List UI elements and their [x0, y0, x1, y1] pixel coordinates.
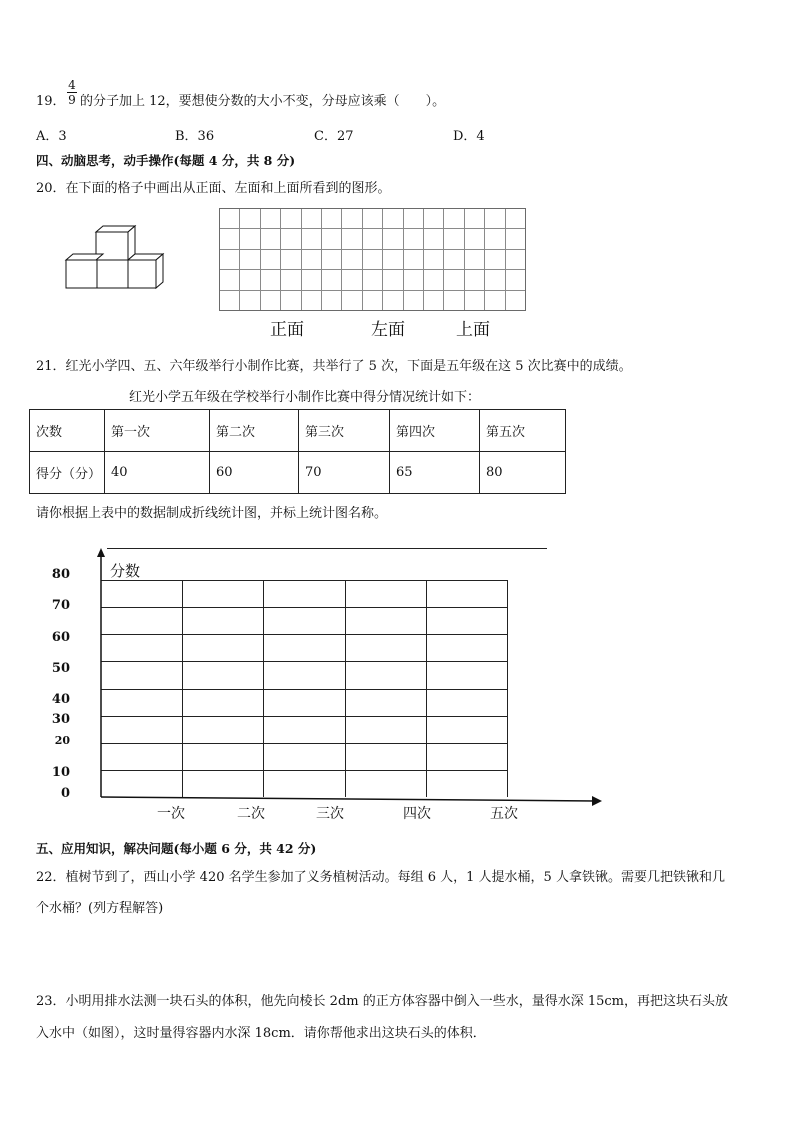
q21-instruction: 请你根据上表中的数据制成折线统计图，并标上统计图名称。: [36, 506, 388, 521]
x-tick-label: 四次: [403, 806, 431, 822]
y-tick-label: 10: [51, 765, 70, 780]
grid-label-front: 正面: [270, 320, 304, 340]
x-axis: [101, 797, 595, 801]
q22-line2: 个水桶？(列方程解答): [36, 901, 164, 916]
score-table: [29, 409, 566, 494]
q19-option-b[interactable]: B．36: [175, 129, 215, 144]
q19-option-d[interactable]: D．4: [453, 129, 485, 144]
table-row: [30, 410, 566, 452]
table-cell: 第五次: [480, 410, 566, 452]
table-cell: 60: [210, 452, 299, 494]
table-cell: 第四次: [390, 410, 480, 452]
table-cell: 65: [390, 452, 480, 494]
line-chart[interactable]: [95, 545, 607, 807]
table-cell: 40: [105, 452, 210, 494]
table-cell: 80: [480, 452, 566, 494]
table-cell: 得分（分）: [30, 452, 105, 494]
q19-number: 19．: [36, 94, 66, 109]
section-4-title: 四、动脑思考，动手操作(每题 4 分，共 8 分): [36, 153, 296, 168]
q19-option-a[interactable]: A．3: [36, 129, 67, 144]
y-tick-label: 40: [51, 692, 70, 707]
grid-label-left: 左面: [371, 320, 405, 340]
y-tick-label: 80: [51, 567, 70, 582]
drawing-grid[interactable]: [219, 208, 527, 312]
x-axis-arrow: [592, 796, 602, 806]
section-5-title: 五、应用知识，解决问题(每小题 6 分，共 42 分): [36, 841, 317, 856]
table-cell: 第三次: [299, 410, 390, 452]
q21-table-caption: 红光小学五年级在学校举行小制作比赛中得分情况统计如下：: [129, 390, 481, 405]
table-cell: 次数: [30, 410, 105, 452]
q21-text: 21．红光小学四、五、六年级举行小制作比赛，共举行了 5 次，下面是五年级在这 5 次比赛中的成绩。: [36, 359, 632, 374]
x-tick-label: 二次: [237, 806, 265, 822]
q19-fraction-denominator: 9: [68, 93, 76, 107]
y-tick-label: 70: [51, 598, 70, 613]
y-tick-label: 50: [51, 661, 70, 676]
y-tick-label: 60: [51, 630, 70, 645]
q23-line2: 入水中（如图），这时量得容器内水深 18cm．请你帮他求出这块石头的体积．: [36, 1026, 486, 1041]
table-cell: 第一次: [105, 410, 210, 452]
x-tick-label: 一次: [157, 806, 185, 822]
y-tick-label: 30: [51, 712, 70, 727]
table-row: [30, 452, 566, 494]
q20-text: 20．在下面的格子中画出从正面、左面和上面所看到的图形。: [36, 181, 391, 196]
y-tick-label: 0: [60, 786, 70, 801]
q19-fraction: [66, 78, 78, 107]
q23-line1: 23．小明用排水法测一块石头的体积，他先向棱长 2dm 的正方体容器中倒入一些水，量得水深 15cm，再把这块石头放: [36, 994, 729, 1009]
x-tick-label: 三次: [316, 806, 344, 822]
y-tick-label: 20: [54, 734, 70, 747]
grid-label-top: 上面: [456, 320, 490, 340]
q19-fraction-numerator: 4: [68, 78, 76, 92]
x-tick-label: 五次: [490, 806, 518, 822]
table-cell: 70: [299, 452, 390, 494]
table-cell: 第二次: [210, 410, 299, 452]
cube-figure: [60, 222, 170, 292]
q19-text: 的分子加上 12，要想使分数的大小不变，分母应该乘（ ）。: [80, 94, 446, 109]
q19-option-c[interactable]: C．27: [314, 129, 354, 144]
y-axis-arrow: [97, 548, 105, 557]
q22-line1: 22．植树节到了，西山小学 420 名学生参加了义务植树活动。每组 6 人，1 人提水桶，5 人拿铁锹。需要几把铁锹和几: [36, 870, 725, 885]
chart-ylabel: 分数: [110, 562, 141, 580]
